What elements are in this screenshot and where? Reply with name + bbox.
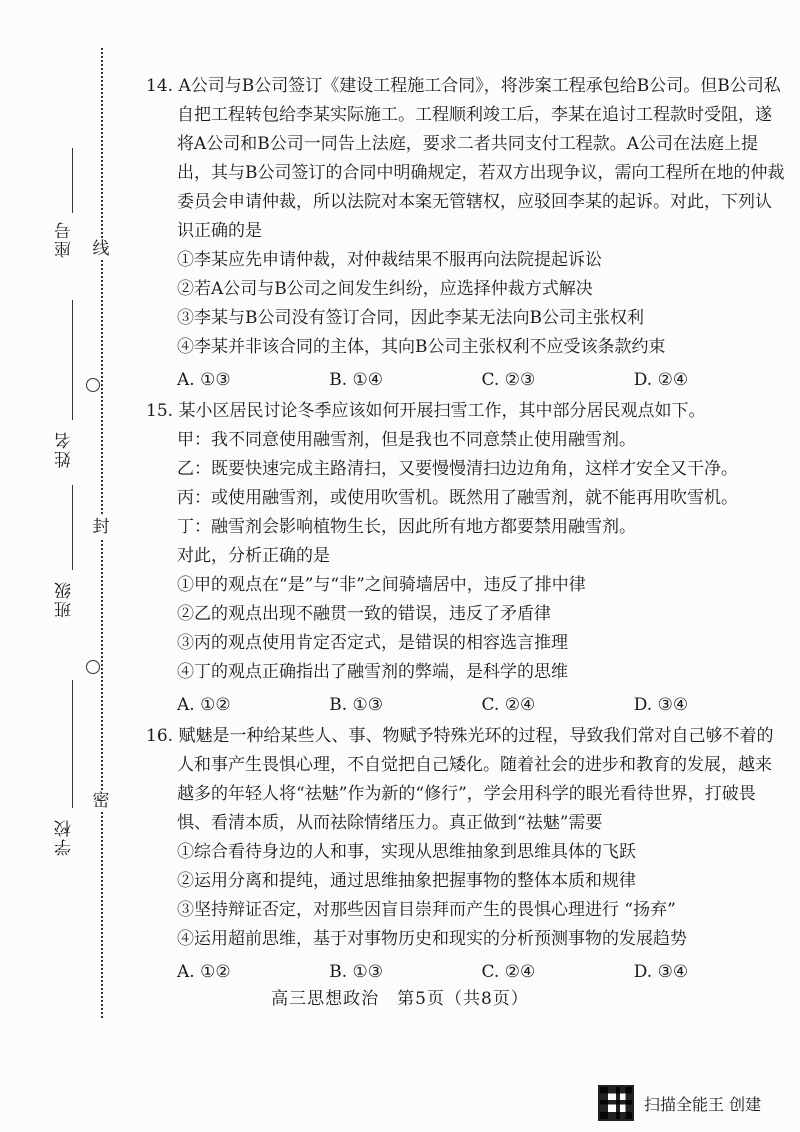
stem-line: 诉。对此，下列认识正确的是 [177, 192, 772, 241]
answer-b: B. ①③ [329, 962, 384, 982]
answer-c: C. ②③ [481, 370, 536, 390]
option-4: ④丁的观点正确指出了融雪剂的弊端，是科学的思维 [177, 662, 568, 682]
option-2: ②若A公司与B公司之间发生纠纷，应选择仲裁方式解决 [177, 279, 593, 299]
question-number: 16. [146, 726, 174, 746]
stem-line: 在法庭上提出，其与B公司签订的合同中明确规定，若双方出现争议，需向工 [177, 134, 759, 183]
option-1: ①综合看待身边的人和事，实现从思维抽象到思维具体的飞跃 [177, 842, 636, 862]
option-2: ②运用分离和提纯，通过思维抽象把握事物的整体本质和规律 [177, 871, 636, 891]
scanner-label: 扫描全能王 创建 [644, 1094, 762, 1114]
answer-d: D. ②④ [633, 370, 689, 390]
stem-line: 受阻，遂将A公司和B公司一同告上法庭，要求二者共同支付工程款。A公司 [177, 105, 772, 154]
viewpoint-yi: 乙：既要快速完成主路清扫，又要慢慢清扫边边角角，这样才安全又干净。 [177, 459, 738, 479]
qr-code-icon [598, 1085, 634, 1121]
answer-a: A. ①③ [177, 370, 231, 390]
school-fill-line [72, 680, 73, 808]
stem-line: 程所在地的仲裁委员会申请仲裁，所以法院对本案无管辖权，应驳回李某的起 [177, 163, 785, 212]
option-3: ③丙的观点使用肯定否定式，是错误的相容选言推理 [177, 633, 568, 653]
answer-c: C. ②④ [481, 962, 536, 982]
seal-word-line: 线 [90, 238, 112, 260]
option-3: ③李某与B公司没有签订合同，因此李某无法向B公司主张权利 [177, 308, 644, 328]
answer-a: A. ①② [177, 962, 231, 982]
viewpoint-ding: 丁：融雪剂会影响植物生长，因此所有地方都要禁用融雪剂。 [177, 517, 636, 537]
option-1: ①李某应先申请仲裁，对仲裁结果不服再向法院提起诉讼 [177, 250, 602, 270]
question-16 [146, 722, 786, 987]
stem-line: 某小区居民讨论冬季应该如何开展扫雪工作，其中部分居民观点如下。 [178, 401, 706, 421]
question-number: 14. [146, 76, 174, 96]
option-4: ④李某并非该合同的主体，其向B公司主张权利不应受该条款约束 [177, 337, 666, 357]
answer-d: D. ③④ [633, 962, 689, 982]
stem-line: A公司与B公司签订《建设工程施工合同》，将涉案工程承包给B公司。但B [178, 76, 730, 96]
stem-line: 打破畏惧、看清本质，从而祛除情绪压力。真正做到“祛魅”需要 [177, 784, 756, 833]
answer-choices [146, 958, 786, 987]
margin-label-seat: 座号 [55, 220, 75, 258]
page-footer: 高三思想政治 第5页（共8页） [271, 989, 529, 1009]
question-stem [146, 72, 786, 246]
question-prompt: 对此，分析正确的是 [177, 546, 330, 566]
question-14 [146, 72, 786, 395]
answer-a: A. ①② [177, 695, 231, 715]
answer-d: D. ③④ [633, 695, 689, 715]
stem-line: 越来越多的年轻人将“祛魅”作为新的“修行”，学会用科学的眼光看待世界， [177, 755, 772, 804]
margin-label-name: 姓名 [55, 430, 75, 468]
question-15 [146, 397, 786, 720]
stem-line: 赋魅是一种给某些人、事、物赋予特殊光环的过程，导致我们常对自己够不着 [178, 726, 757, 746]
margin-label-school: 学校 [55, 818, 75, 856]
answer-b: B. ①④ [329, 370, 384, 390]
answer-choices [146, 366, 786, 395]
binding-hole-circle [86, 660, 100, 674]
option-2: ②乙的观点出现不融贯一致的错误，违反了矛盾律 [177, 604, 551, 624]
viewpoint-jia: 甲：我不同意使用融雪剂，但是我也不同意禁止使用融雪剂。 [177, 430, 636, 450]
viewpoint-bing: 丙：或使用融雪剂，或使用吹雪机。既然用了融雪剂，就不能再用吹雪机。 [177, 488, 738, 508]
question-stem [146, 722, 786, 838]
seal-word-seal: 封 [90, 516, 112, 538]
class-fill-line [72, 485, 73, 570]
question-stem [146, 397, 786, 426]
name-fill-line [72, 300, 73, 420]
stem-line: 公司私自把工程转包给李某实际施工。工程顺利竣工后，李某在追讨工程款时 [177, 76, 781, 125]
question-list [146, 72, 786, 989]
option-1: ①甲的观点在“是”与“非”之间骑墙居中，违反了排中律 [177, 575, 586, 595]
scanner-watermark [598, 1085, 761, 1121]
seal-word-secret: 密 [90, 790, 112, 812]
option-4: ④运用超前思维，基于对事物历史和现实的分析预测事物的发展趋势 [177, 929, 687, 949]
answer-choices [146, 691, 786, 720]
option-3: ③坚持辩证否定，对那些因盲目崇拜而产生的畏惧心理进行 “扬弃” [177, 900, 676, 920]
seat-fill-line [72, 148, 73, 213]
binding-hole-circle [86, 378, 100, 392]
answer-c: C. ②④ [481, 695, 536, 715]
answer-b: B. ①③ [329, 695, 384, 715]
margin-label-class: 班级 [55, 580, 75, 618]
question-number: 15. [146, 401, 174, 421]
stem-line: 的人和事产生畏惧心理，不自觉把自己矮化。随着社会的进步和教育的发展， [177, 726, 774, 775]
